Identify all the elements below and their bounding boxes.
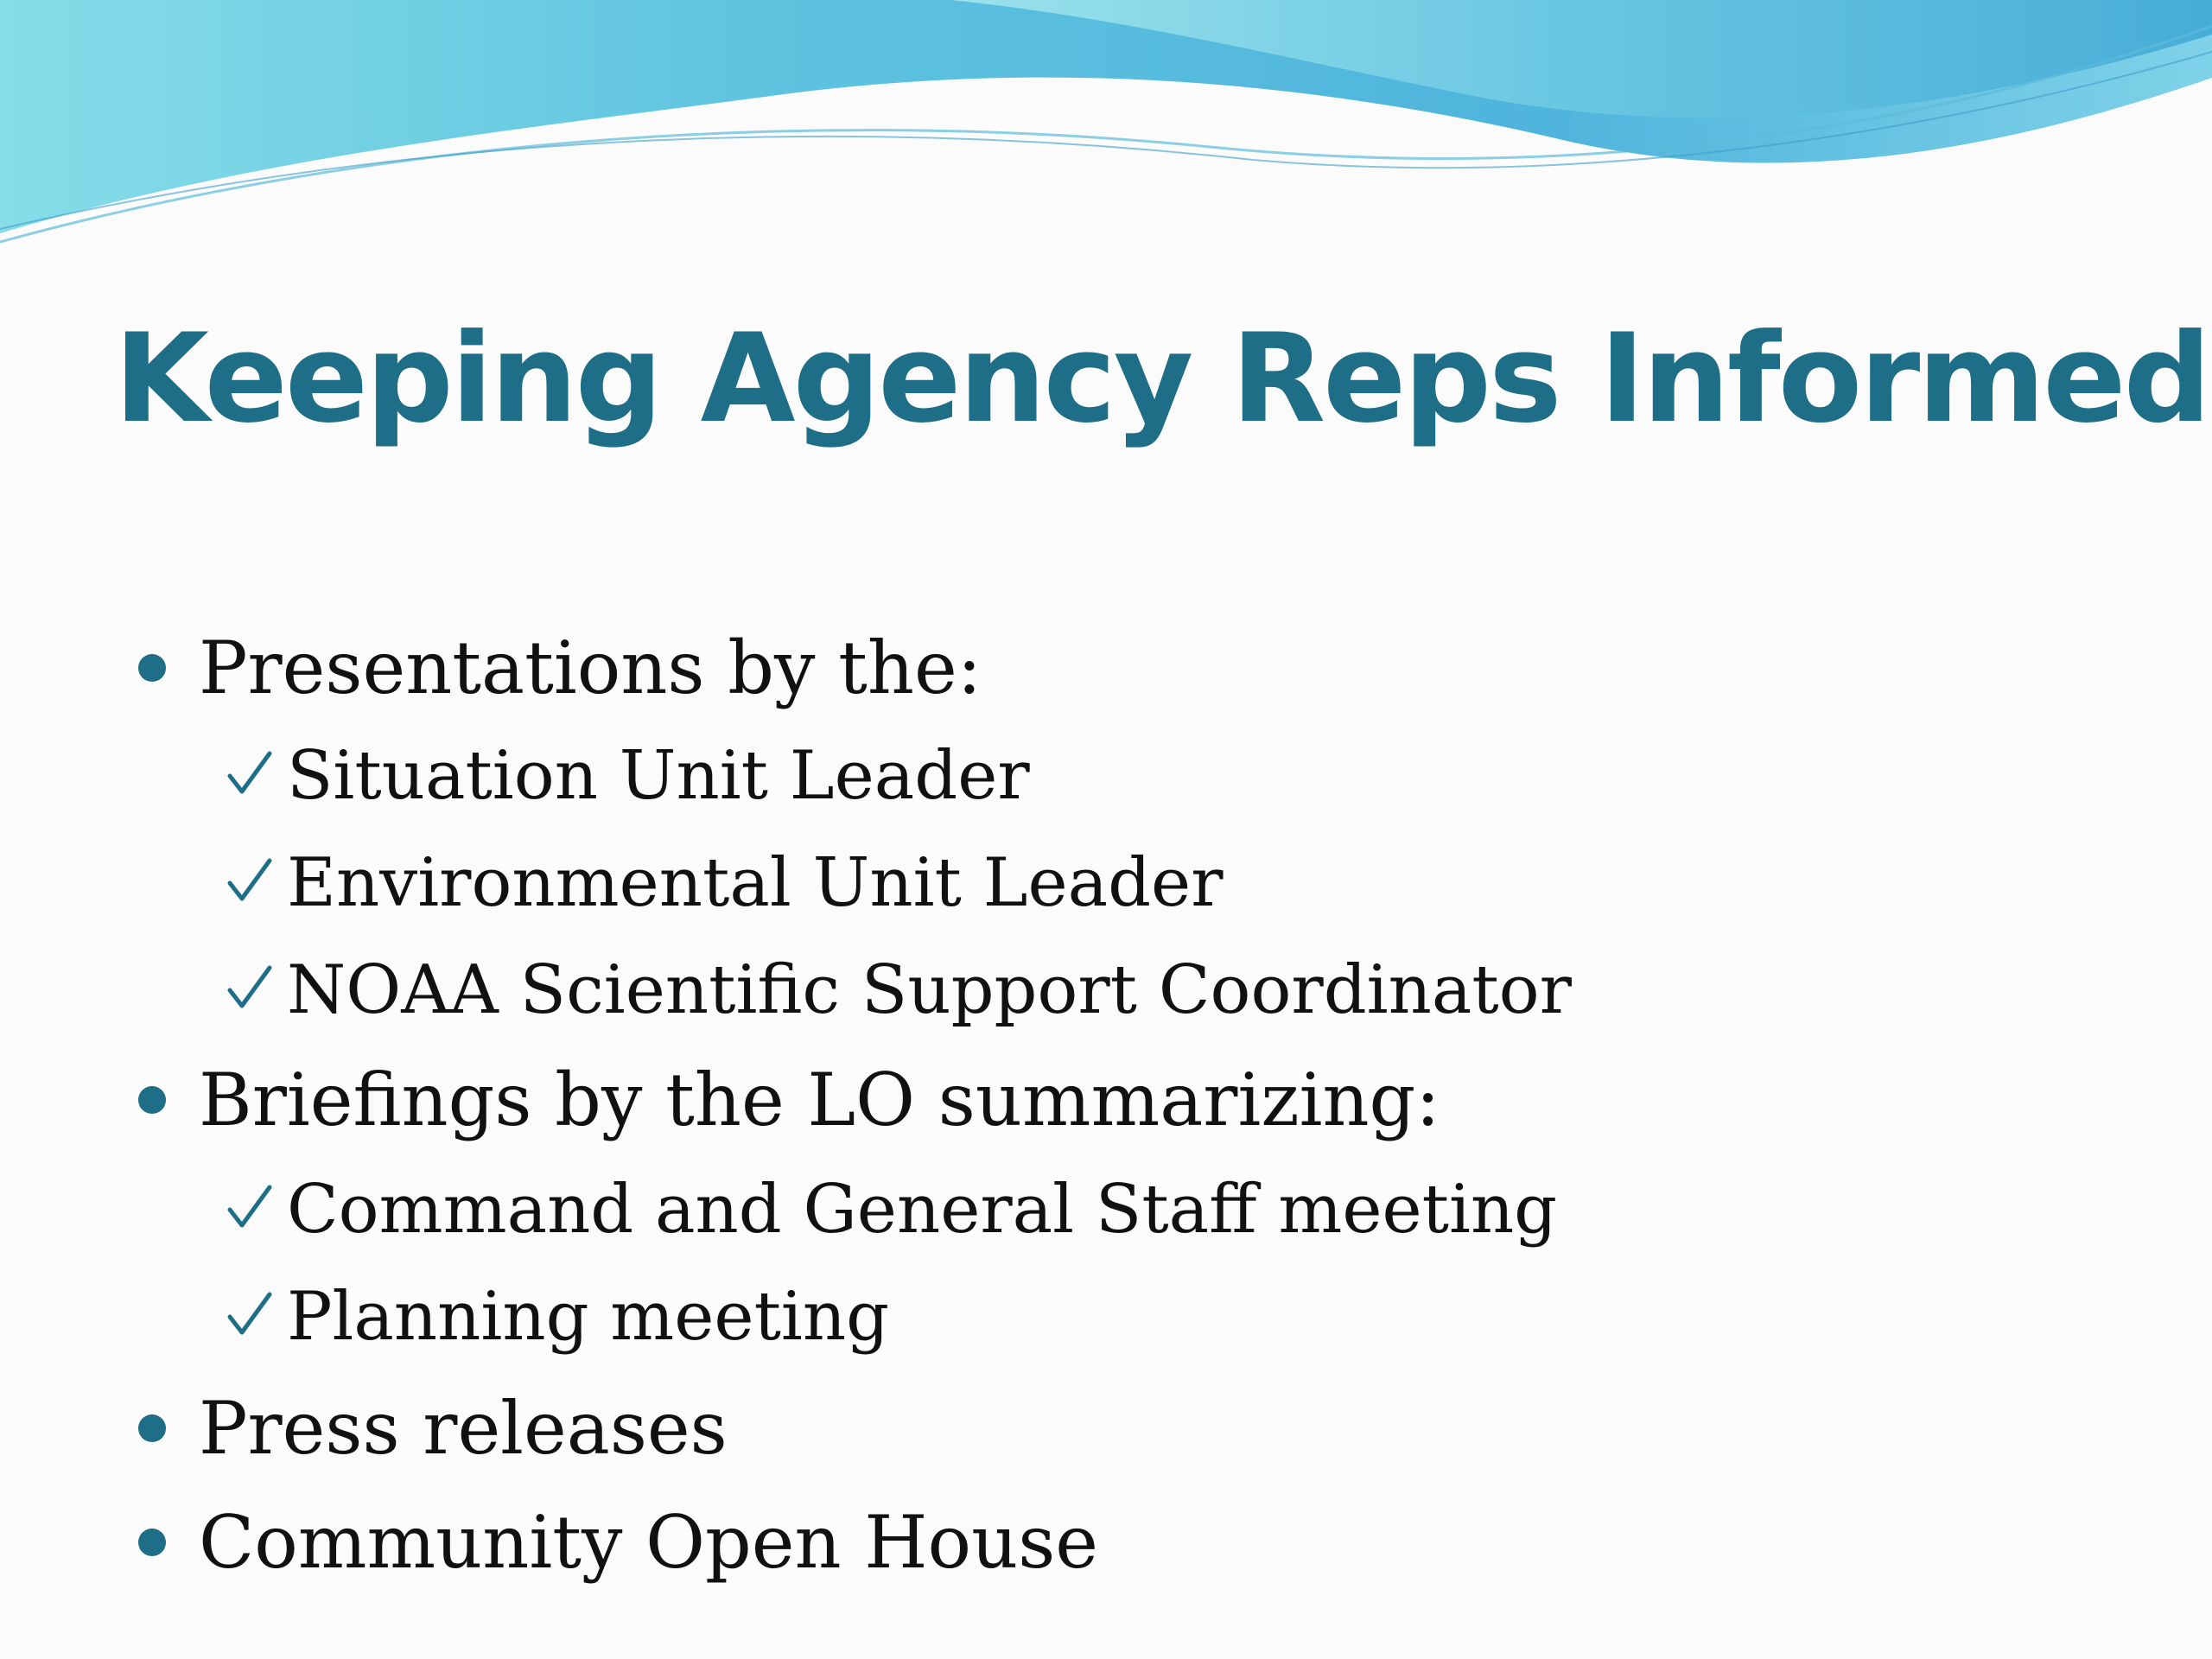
- slide-title: Keeping Agency Reps Informed: [114, 308, 2209, 450]
- checkmark-icon: [226, 747, 273, 800]
- checkmark-icon: [226, 854, 273, 907]
- checkmark-icon: [226, 961, 273, 1014]
- bullet-icon: [138, 654, 166, 682]
- bullet-icon: [138, 1414, 166, 1442]
- checkmark-icon: [226, 1180, 273, 1234]
- bullet-icon: [138, 1529, 166, 1556]
- checkmark-icon: [226, 1287, 273, 1341]
- list-item-text: Briefings by the LO summarizing:: [199, 1058, 1440, 1142]
- list-item-text: Command and General Staff meeting: [287, 1171, 1558, 1249]
- list-item-text: Community Open House: [199, 1500, 1099, 1585]
- list-item-text: Press releases: [199, 1386, 728, 1471]
- list-item-text: NOAA Scientific Support Coordinator: [287, 951, 1572, 1029]
- bullet-icon: [138, 1086, 166, 1114]
- list-item-text: Presentations by the:: [199, 626, 982, 710]
- list-item-text: Planning meeting: [287, 1278, 890, 1356]
- list-item-text: Environmental Unit Leader: [287, 844, 1224, 922]
- list-item-text: Situation Unit Leader: [287, 737, 1030, 815]
